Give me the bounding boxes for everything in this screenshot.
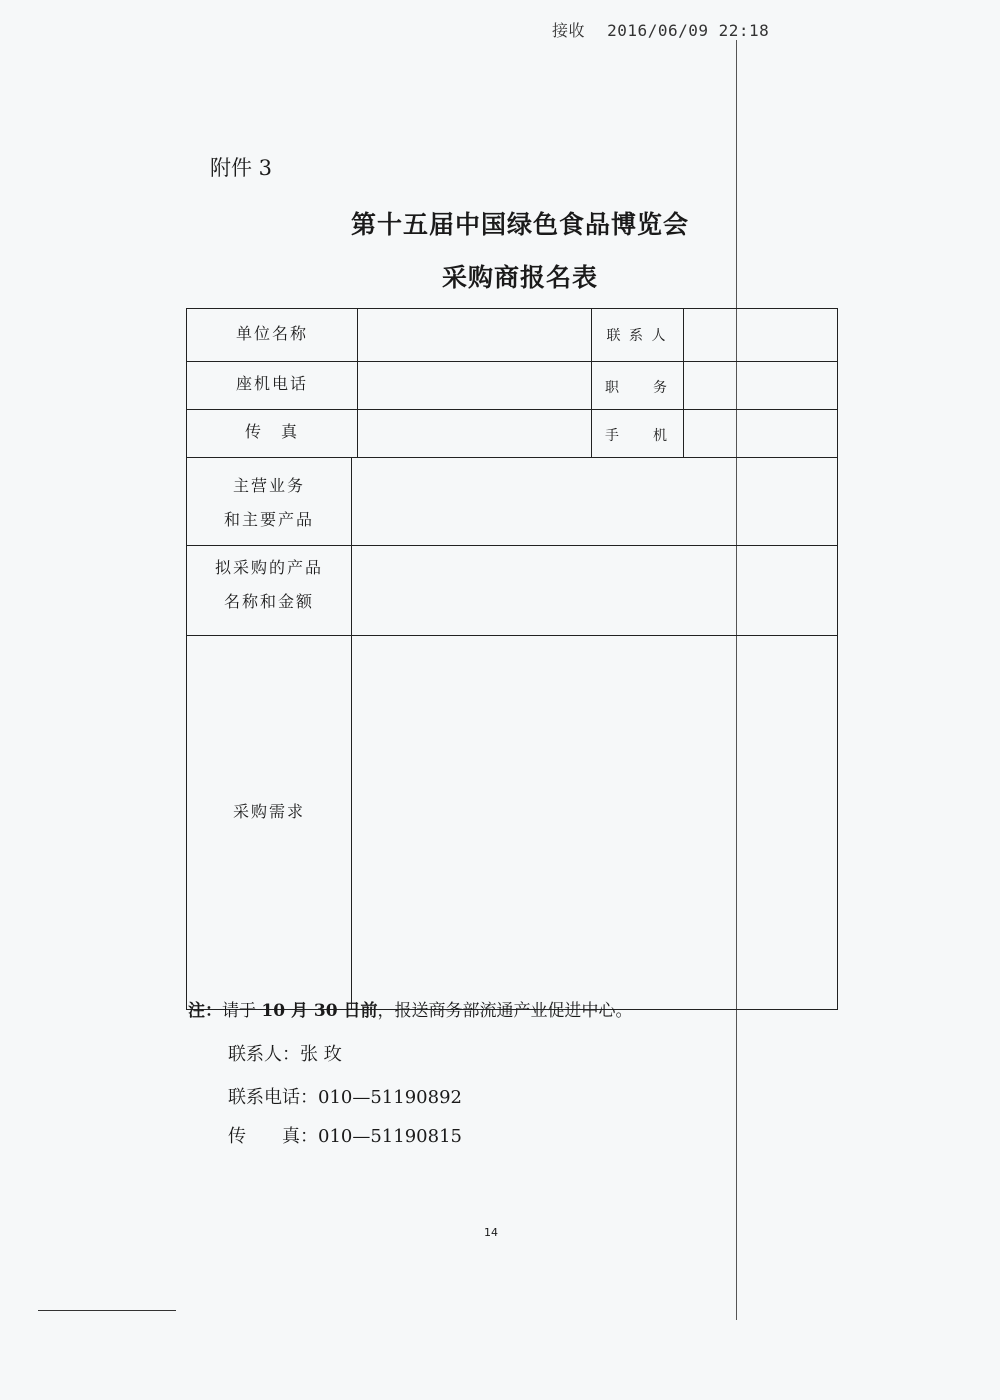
- registration-form-table: [186, 308, 838, 1010]
- footnote-divider: [38, 1310, 176, 1311]
- submission-note: [188, 996, 632, 1021]
- note-text-after: ，报送商务部流通产业促进中心。: [377, 1001, 633, 1021]
- company-name-label: 单位名称: [235, 324, 308, 343]
- row-divider: [187, 545, 837, 546]
- purchase-products-label: [187, 551, 351, 619]
- row-divider: [187, 635, 837, 636]
- main-business-line2: 和主要产品: [223, 510, 314, 529]
- row-divider: [187, 409, 837, 410]
- purchase-requirements-label: 采购需求: [232, 802, 305, 821]
- fax-timestamp: 2016/06/09 22:18: [607, 21, 770, 40]
- contact-person: 联系人：张 玫: [228, 1044, 342, 1065]
- row-divider: [187, 361, 837, 362]
- column-divider: [357, 309, 358, 457]
- main-business-label: [187, 469, 351, 537]
- row-divider: [187, 457, 837, 458]
- purchase-products-line1: 拟采购的产品: [214, 558, 323, 577]
- landline-label: 座机电话: [235, 374, 308, 393]
- fax-receive-header: [552, 18, 769, 41]
- contact-person-label: 联 系 人: [606, 328, 668, 344]
- form-title: 采购商报名表: [441, 263, 598, 292]
- purchase-products-line2: 名称和金额: [223, 592, 314, 611]
- position-label: 职 务: [605, 380, 669, 396]
- main-business-line1: 主营业务: [232, 476, 305, 495]
- column-divider: [351, 457, 352, 1009]
- document-title: 第十五届中国绿色食品博览会: [350, 210, 689, 239]
- fax-receive-label: 接收: [552, 21, 586, 40]
- fax-label: 传 真: [244, 422, 299, 441]
- contact-fax: 传 真：010—51190815: [228, 1126, 462, 1147]
- note-prefix: 注：: [188, 1001, 222, 1021]
- page-number: 14: [484, 1226, 498, 1239]
- contact-phone: 联系电话：010—51190892: [228, 1087, 462, 1108]
- mobile-label: 手 机: [605, 428, 669, 444]
- column-divider: [683, 309, 684, 457]
- attachment-label: 附件 3: [210, 156, 273, 180]
- note-text-before: 请于: [222, 1001, 256, 1021]
- note-deadline: 10 月 30 日前: [261, 1001, 378, 1021]
